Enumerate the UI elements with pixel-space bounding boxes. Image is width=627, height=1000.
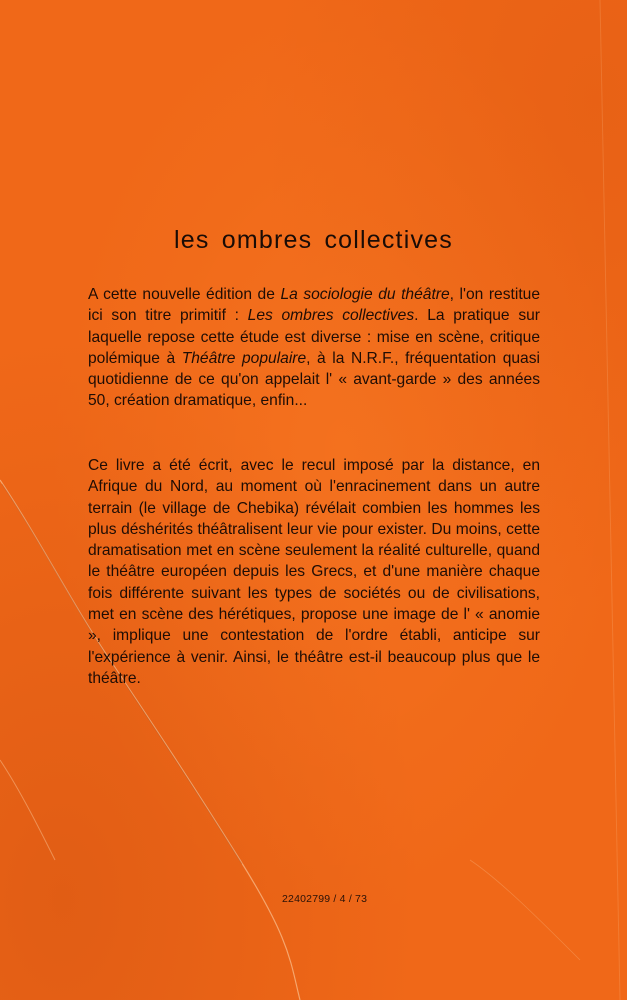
- italic-title-reference: Les ombres collectives: [247, 307, 415, 325]
- cover-title: les ombres collectives: [174, 226, 453, 254]
- paragraph-intro: [88, 284, 540, 412]
- paragraph-text-run: , l'on restitue ici son titre primitif :: [88, 286, 540, 325]
- italic-title-reference: La sociologie du théâtre: [280, 286, 450, 303]
- paragraph-main: Ce livre a été écrit, avec le recul imposé par la distance, en Afrique du Nord, au moment où l'enracinement dans un autre terrain (le village de Chebika) révélait combien les hommes les plus déshérités théâtralisent leur vie pour exister. Du moins, cette dramatisation met en scène seulement la réalité culturelle, quand le théâtre européen depuis les Grecs, et d'une manière chaque fois différente suivant les types de sociétés ou de civilisations, met en scène des hérétiques, propose une image de l' « anomie », implique une contestation de l'ordre établi, anticipe sur l'expérience à venir. Ainsi, le théâtre est-il beaucoup plus que le théâtre.: [88, 457, 540, 687]
- italic-title-reference: Théâtre populaire: [181, 349, 307, 367]
- paragraph-text-run: A cette nouvelle édition de: [88, 286, 281, 303]
- paragraph-text-run: . La pratique sur laquelle repose cette étude est diverse : mise en scène, critique polémique à: [88, 307, 540, 367]
- catalog-code: 22402799 / 4 / 73: [282, 893, 368, 905]
- paragraph-text-run: , à la N.R.F., fréquentation quasi quotidienne de ce qu'on appelait l' « avant-garde » des années 50, création dramatique, enfin...: [88, 349, 540, 410]
